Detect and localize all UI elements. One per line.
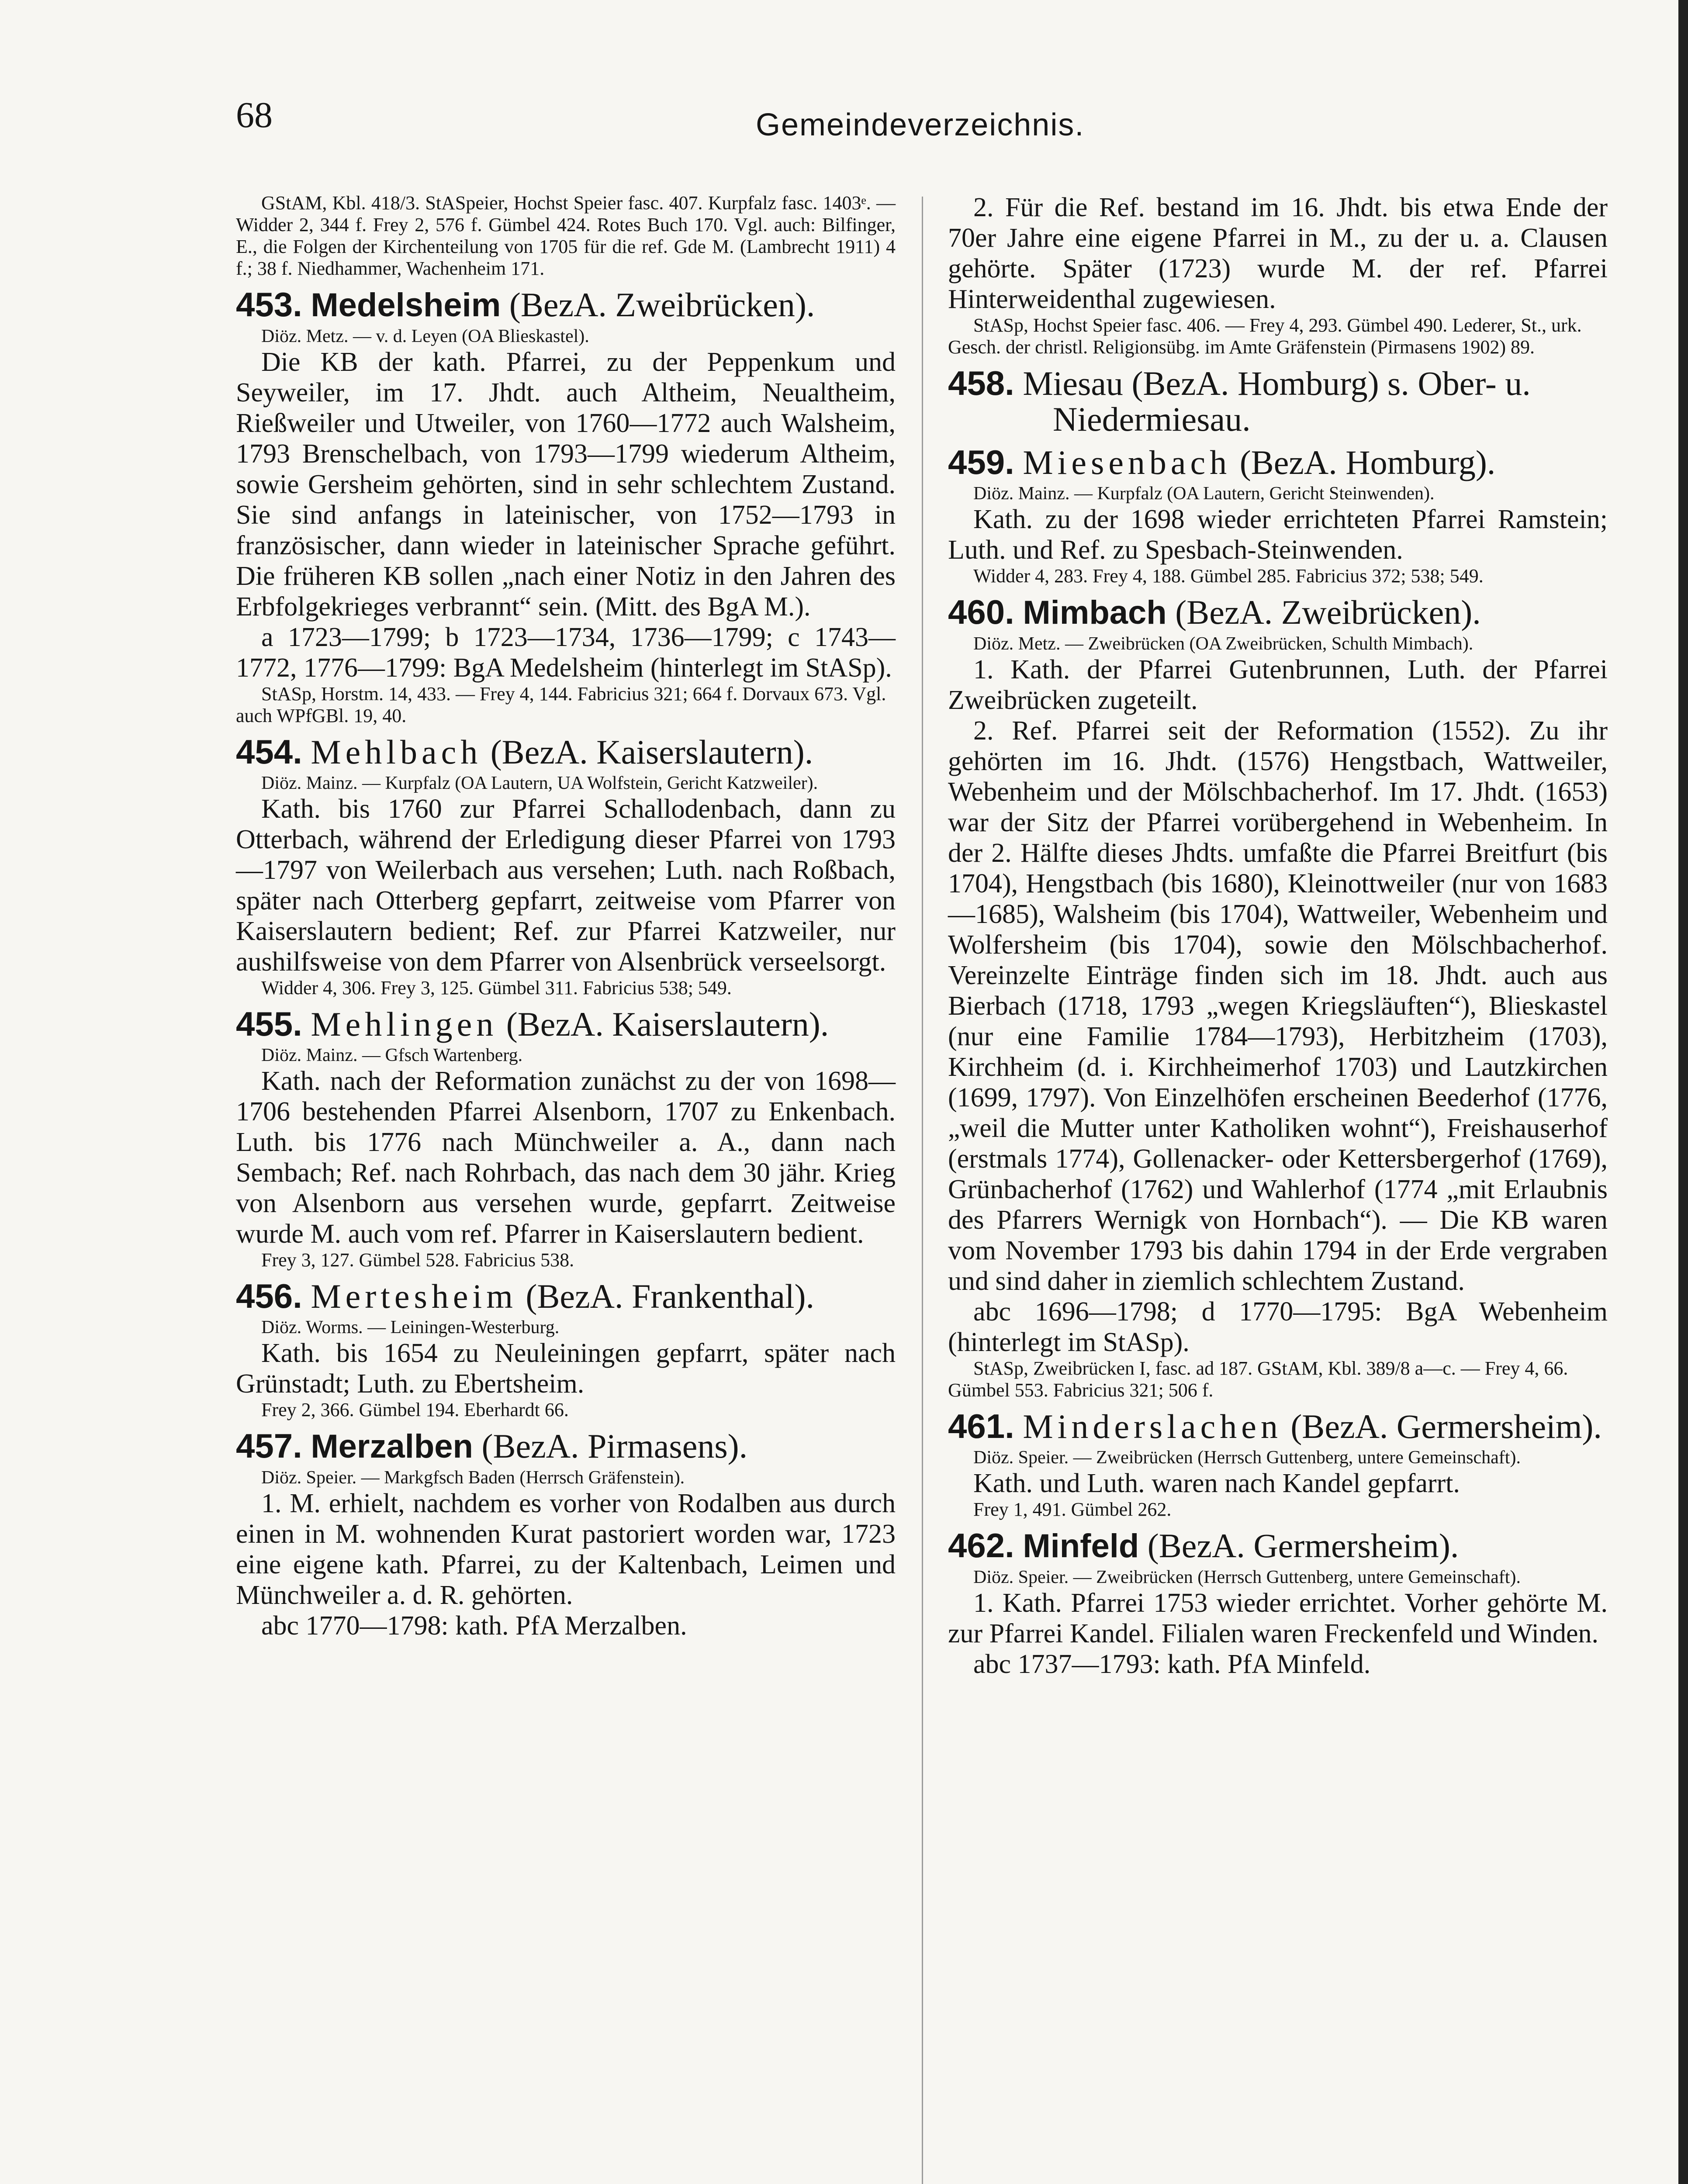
entry-heading bbox=[948, 365, 1608, 437]
diocese-line: Diöz. Speier. — Zweibrücken (Herrsch Guttenberg, untere Gemeinschaft). bbox=[973, 1448, 1521, 1468]
entry-456 bbox=[236, 1278, 896, 1421]
diocese-line: Diöz. Metz. — Zweibrücken (OA Zweibrücken, Schulth Mimbach). bbox=[973, 634, 1474, 654]
diocese-line: Diöz. Mainz. — Kurpfalz (OA Lautern, Gericht Steinwenden). bbox=[973, 484, 1435, 504]
entry-number: 458. bbox=[948, 364, 1014, 402]
place-name: Minderslachen bbox=[1023, 1407, 1282, 1445]
entry-number: 456. bbox=[236, 1277, 302, 1315]
entry-text: 1. Kath. der Pfarrei Gutenbrunnen, Luth. der Pfarrei Zweibrücken zugeteilt. bbox=[948, 655, 1608, 715]
entry-text: Kath. zu der 1698 wieder errichteten Pfarrei Ramstein; Luth. und Ref. zu Spesbach-Steinwenden. bbox=[948, 505, 1608, 565]
entry-454 bbox=[236, 734, 896, 999]
entry-text: Kath. bis 1654 zu Neuleiningen gepfarrt, später nach Grünstadt; Luth. zu Ebertsheim. bbox=[236, 1338, 896, 1399]
page-header bbox=[236, 94, 1525, 155]
intro-references: GStAM, Kbl. 418/3. StASpeier, Hochst Speier fasc. 407. Kurpfalz fasc. 1403ᵉ. — Widder 2, 344 f. Frey 2, 576 f. Gümbel 424. Rotes Buch 170. Vgl. auch: Bilfinger, E., die Folgen der Kirchenteilung von 1705 für die ref. Gde M. (Lambrecht 1911) 4 f.; 38 f. Niedhammer, Wachenheim 171. bbox=[236, 192, 896, 279]
district: (BezA. Zweibrücken). bbox=[501, 286, 815, 324]
entry-records: abc 1770—1798: kath. PfA Merzalben. bbox=[261, 1611, 687, 1641]
diocese-line: Diöz. Mainz. — Kurpfalz (OA Lautern, UA Wolfstein, Gericht Katzweiler). bbox=[261, 773, 818, 793]
entry-number: 461. bbox=[948, 1407, 1014, 1445]
diocese-line: Diöz. Metz. — v. d. Leyen (OA Blieskastel). bbox=[261, 326, 589, 346]
entry-references: Frey 1, 491. Gümbel 262. bbox=[973, 1499, 1172, 1520]
entry-453 bbox=[236, 287, 896, 727]
district: (BezA. Frankenthal). bbox=[517, 1277, 814, 1315]
column-divider bbox=[922, 197, 923, 2184]
entry-heading bbox=[236, 734, 896, 770]
diocese-line: Diöz. Speier. — Markgfsch Baden (Herrsch Gräfenstein). bbox=[261, 1468, 685, 1488]
entry-457-continued bbox=[948, 192, 1608, 358]
entry-text: 1. Kath. Pfarrei 1753 wieder errichtet. Vorher gehörte M. zur Pfarrei Kandel. Filialen waren Freckenfeld und Winden. bbox=[948, 1588, 1608, 1648]
place-name: Miesau bbox=[1023, 364, 1123, 402]
diocese-line: Diöz. Worms. — Leiningen-Westerburg. bbox=[261, 1317, 560, 1337]
entry-number: 462. bbox=[948, 1526, 1014, 1565]
district: (BezA. Zweibrücken). bbox=[1166, 593, 1481, 631]
entry-text: Kath. und Luth. waren nach Kandel gepfarrt. bbox=[973, 1469, 1460, 1498]
diocese-line: Diöz. Mainz. — Gfsch Wartenberg. bbox=[261, 1045, 523, 1065]
entry-number: 454. bbox=[236, 733, 302, 771]
place-name: Mimbach bbox=[1023, 594, 1167, 631]
place-name: Mehlbach bbox=[311, 733, 482, 771]
entry-number: 453. bbox=[236, 285, 302, 324]
right-column bbox=[948, 192, 1608, 1679]
left-column bbox=[236, 192, 896, 1641]
entry-458 bbox=[948, 365, 1608, 437]
entry-heading bbox=[236, 287, 896, 323]
entry-heading bbox=[948, 1527, 1608, 1564]
place-name: Mehlingen bbox=[311, 1005, 498, 1043]
entry-text: 1. M. erhielt, nachdem es vorher von Rodalben aus durch einen in M. wohnenden Kurat pastoriert worden war, 1723 eine eigene kath. Pfarrei, zu der Kaltenbach, Leimen und Münchweiler a. d. R. gehörten. bbox=[236, 1489, 896, 1610]
entry-text: Kath. nach der Reformation zunächst zu der von 1698—1706 bestehenden Pfarrei Alsenborn, 1707 zu Enkenbach. Luth. bis 1776 nach Münchweiler a. A., dann nach Sembach; Ref. nach Rohrbach, das nach dem 30 jähr. Krieg von Alsenborn aus versehen wurde, gepfarrt. Zeitweise wurde M. auch vom ref. Pfarrer in Kaiserslautern bedient. bbox=[236, 1066, 896, 1249]
entry-text: Kath. bis 1760 zur Pfarrei Schallodenbach, dann zu Otterbach, während der Erledigung dieser Pfarrei von 1793—1797 von Weilerbach aus versehen; Luth. nach Roßbach, später nach Otterberg gepfarrt, zeitweise vom Pfarrer von Kaiserslautern bedient; Ref. zur Pfarrei Katzweiler, nur aushilfsweise von dem Pfarrer von Alsenbrück verseelsorgt. bbox=[236, 794, 896, 977]
entry-459 bbox=[948, 444, 1608, 587]
entry-references: StASp, Horstm. 14, 433. — Frey 4, 144. Fabricius 321; 664 f. Dorvaux 673. Vgl. auch WPfGBl. 19, 40. bbox=[236, 683, 886, 726]
entry-text: Die KB der kath. Pfarrei, zu der Peppenkum und Seyweiler, im 17. Jhdt. auch Altheim, Neualtheim, Rießweiler und Utweiler, von 1760—1772 auch Walsheim, 1793 Brenschelbach, von 1793—1799 wiederum Altheim, sowie Gersheim gehörten, sind in sehr schlechtem Zustand. Sie sind anfangs in lateinischer, von 1752—1793 in französischer, dann wieder in lateinischer Sprache geführt. Die früheren KB sollen „nach einer Notiz in den Jahren des Erbfolgekrieges verbrannt“ sein. (Mitt. des BgA M.). bbox=[236, 347, 896, 622]
place-name: Miesenbach bbox=[1023, 443, 1231, 481]
entry-number: 455. bbox=[236, 1005, 302, 1043]
entry-text: 2. Für die Ref. bestand im 16. Jhdt. bis etwa Ende der 70er Jahre eine eigene Pfarrei in M., zu der u. a. Clausen gehörte. Später (1723) wurde M. der ref. Pfarrei Hinterweidenthal zugewiesen. bbox=[948, 193, 1608, 314]
entry-460 bbox=[948, 594, 1608, 1401]
entry-455 bbox=[236, 1006, 896, 1271]
place-name: Medelsheim bbox=[311, 287, 501, 324]
district: (BezA. Kaiserslautern). bbox=[482, 733, 813, 771]
district: (BezA. Germersheim). bbox=[1282, 1407, 1602, 1445]
place-name: Minfeld bbox=[1023, 1527, 1139, 1565]
place-name: Mertesheim bbox=[311, 1277, 517, 1315]
entry-462 bbox=[948, 1527, 1608, 1679]
place-name: Merzalben bbox=[311, 1428, 473, 1465]
entry-heading bbox=[236, 1006, 896, 1042]
diocese-line: Diöz. Speier. — Zweibrücken (Herrsch Guttenberg, untere Gemeinschaft). bbox=[973, 1567, 1521, 1587]
page-number: 68 bbox=[236, 95, 273, 135]
district: (BezA. Homburg). bbox=[1231, 443, 1496, 481]
entry-references: Widder 4, 283. Frey 4, 188. Gümbel 285. Fabricius 372; 538; 549. bbox=[973, 565, 1484, 587]
entry-references: Frey 2, 366. Gümbel 194. Eberhardt 66. bbox=[261, 1399, 569, 1420]
entry-number: 460. bbox=[948, 593, 1014, 631]
district: (BezA. Kaiserslautern). bbox=[498, 1005, 829, 1043]
entry-references: StASp, Hochst Speier fasc. 406. — Frey 4, 293. Gümbel 490. Lederer, St., urk. Gesch. der christl. Religionsübg. im Amte Gräfenstein (Pirmasens 1902) 89. bbox=[948, 314, 1582, 358]
entry-heading bbox=[236, 1428, 896, 1465]
entry-references: StASp, Zweibrücken I, fasc. ad 187. GStAM, Kbl. 389/8 a—c. — Frey 4, 66. Gümbel 553. Fabricius 321; 506 f. bbox=[948, 1358, 1568, 1401]
district: (BezA. Germersheim). bbox=[1139, 1527, 1459, 1565]
entry-number: 459. bbox=[948, 443, 1014, 481]
entry-text: 2. Ref. Pfarrei seit der Reformation (1552). Zu ihr gehörten im 16. Jhdt. (1576) Hengstbach, Wattweiler, Webenheim und der Mölschbacherhof. Im 17. Jhdt. (1653) war der Sitz der Pfarrei vorübergehend in Webenheim. In der 2. Hälfte dieses Jhdts. umfaßte die Pfarrei Breitfurt (bis 1704), Hengstbach (bis 1680), Kleinottweiler (nur von 1683—1685), Walsheim (bis 1704), Wattweiler, Webenheim und Wolfersheim (bis 1704), sowie den Mölschbacherhof. Vereinzelte Einträge finden sich im 18. Jhdt. auch aus Bierbach (1718, 1793 „wegen Kriegsläuften“), Blieskastel (nur eine Familie 1784—1793), Herbitzheim (1703), Kirchheim (d. i. Kirchheimerhof 1703) und Lautzkirchen (1699, 1797). Von Einzelhöfen erscheinen Beederhof (1776, „weil die Mutter unter Katholiken wohnt“), Freishauserhof (erstmals 1774), Gollenacker- oder Kettersbergerhof (1769), Grünbacherhof (1762) und Wahlerhof (1774 „mit Erlaubnis des Pfarrers Wernigk von Hornbach“). — Die KB waren vom November 1793 bis dahin 1794 in der Erde vergraben und sind daher in ziemlich schlechtem Zustand. bbox=[948, 716, 1608, 1296]
entry-references: Widder 4, 306. Frey 3, 125. Gümbel 311. Fabricius 538; 549. bbox=[261, 977, 732, 999]
entry-heading bbox=[948, 1408, 1608, 1444]
entry-heading bbox=[948, 594, 1608, 631]
entry-heading bbox=[236, 1278, 896, 1314]
entry-number: 457. bbox=[236, 1427, 302, 1465]
entry-heading bbox=[948, 444, 1608, 480]
district: (BezA. Homburg) s. Ober- u. Niedermiesau. bbox=[1053, 364, 1531, 438]
entry-records: abc 1737—1793: kath. PfA Minfeld. bbox=[973, 1649, 1371, 1679]
entry-records: abc 1696—1798; d 1770—1795: BgA Webenheim (hinterlegt im StASp). bbox=[948, 1297, 1608, 1357]
entry-references: Frey 3, 127. Gümbel 528. Fabricius 538. bbox=[261, 1249, 574, 1271]
district: (BezA. Pirmasens). bbox=[473, 1427, 748, 1465]
entry-records: a 1723—1799; b 1723—1734, 1736—1799; c 1743—1772, 1776—1799: BgA Medelsheim (hinterlegt im StASp). bbox=[236, 622, 896, 683]
entry-457 bbox=[236, 1428, 896, 1641]
running-title: Gemeindeverzeichnis. bbox=[756, 107, 1085, 142]
entry-461 bbox=[948, 1408, 1608, 1521]
scan-edge bbox=[1678, 0, 1688, 2184]
